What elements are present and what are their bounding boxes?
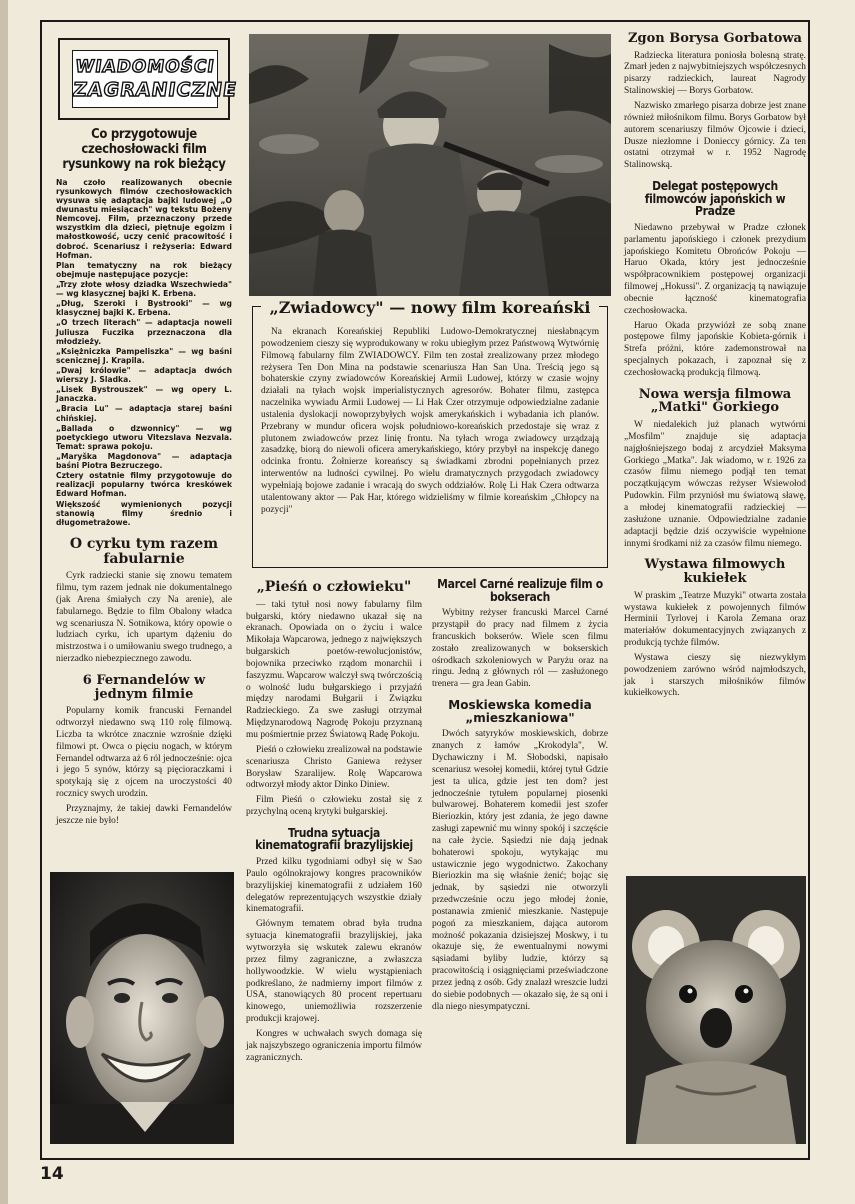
column-2 xyxy=(246,576,422,1067)
photo-fernandel xyxy=(50,872,234,1144)
paragraph: Kongres w uchwałach swych domaga się jak najszybszego ograniczenia importu filmów zagranicznych. xyxy=(246,1028,422,1063)
article-title-fernandel: 6 Fernandelów w jednym filmie xyxy=(82,672,206,702)
paragraph: „Trzy złote włosy dziadka Wszechwieda" — wg klasycznej bajki K. Erbena. xyxy=(56,280,232,299)
paragraph: Niedawno przebywał w Pradze członek parlamentu japońskiego i członek prezydium japońskiego Komitetu Obrońców Pokoju — Haruo Okada, który jest jednocześnie współpracownikiem postępowej organizacji filmowej „Hokussi". Z organizacją tą nawiązuje obecnie łączność kinematografia czechosłowacka. xyxy=(624,222,806,316)
paragraph: Na ekranach Koreańskiej Republiki Ludowo-Demokratycznej niesłabnącym powodzeniem cieszy się wyprodukowany w roku ubiegłym przez Państwową Wytwórnię Filmową fabularny film ZWIADOWCY. Film ten został zrealizowany przez młodego reżysera Ten Don Mina na podstawie scenariusza Han San Una. Treścią jego są bohaterskie czyny zwiadowców Koreańskiej Armii Ludowej, którzy w czasie wojny działali na tyłach wojsk imperialistycznych agresorów. Bohater filmu, zastępca naczelnika wywiadu Armii Ludowej — Li Hak Czer otrzymuje odpowiedzialne zadanie ustalenia dyslokacji nowoprzybyłych wojsk amerykańskich i wybadania ich planów. Przebrany w mundur oficera wojsk południowo-koreańskich przedostaje się wraz z plutonem zwiadowców przez linię frontu. Na tyłach wroga zwiadowcy urządzają zasadzkę, biorą do niewoli oficera amerykańskiego, który przybył na inspekcję danego odcinka frontu. Żołnierze koreańscy są świadkami zbrodni popełnianych przez interwentów na ludności cywilnej. Po wielu dramatycznych przygodach zwiadowcy wypełniają bojowe zadanie i wracają do swych oddziałów. Rolę Li Hak Czera odtwarza utalentowany aktor — Pak Har, którego widzieliśmy w filmie koreańskim „Chłopcy na pozycji" xyxy=(261,327,599,515)
article-body-matka xyxy=(624,420,806,550)
article-body-piesn xyxy=(246,600,422,819)
paragraph: W praskim „Teatrze Muzyki" otwarta została wystawa kukiełek z powojennych filmów Herminii Tyrlovej i Karola Zemana oraz materiałów dokumentacyjnych związanych z produkcją tychże filmów. xyxy=(624,590,806,649)
paragraph: Radziecka literatura poniosła bolesną stratę. Zmarł jeden z najwybitniejszych współczesnych pisarzy radzieckich, laureat Nagrody Stalinowskiej — Borys Gorbatow. xyxy=(624,50,806,97)
logo-line-2: ZAGRANICZNE xyxy=(71,79,239,101)
paragraph: Film Pieśń o człowieku został się z przychylną oceną krytyki bułgarskiej. xyxy=(246,795,422,818)
paragraph: „Lisek Bystrouszek" — wg opery L. Janaczka. xyxy=(56,385,232,404)
article-title-czech-animation: Co przygotowuje czechosłowacki film rysunkowy na rok bieżący xyxy=(62,127,226,172)
column-4 xyxy=(624,32,806,703)
fernandel-portrait-image xyxy=(50,872,234,1144)
article-body-circus xyxy=(56,571,232,666)
paragraph: „Dług, Szeroki i Bystrooki" — wg klasycznej bajki K. Erbena. xyxy=(56,299,232,318)
article-body-fernandel xyxy=(56,706,232,827)
paragraph: „Bracia Lu" — adaptacja starej baśni chińskiej. xyxy=(56,404,232,423)
article-title-japanese-delegate: Delegat postępowych filmowców japońskich w Pradze xyxy=(644,179,786,219)
paragraph: Dwóch satyryków moskiewskich, dobrze znanych z łamów „Krokodyla", W. Dychawiczny i M. Słobodski, napisało scenariusz wesołej komedii, której tytuł Gdzie jest ta ulica, gdzie jest ten dom? jest jednocześnie tytułem popularnej piosenki bulwarowej. Bohaterem komedii jest szofer Bieriozkin, który jest zdania, że jego dawne zasługi zapewnić mu winny spokój i szczęście na całe życie. Sąsiedzi nie dają jednak bohaterowi spokoju, wytykając mu ustawicznie jego wygodnictwo. Zakochany Bieriozkin ma się właśnie żenić; bojąc się jednak, by sąsiedzi nie otworzyli przedwcześnie oczu jego młodej żonie, postanawia zmienić mieszkanie. Następuje pogoń za mieszkaniem, dająca autorom możność pokazania dzisiejszej Moskwy, i tu okazuje się, że ewentualnymi nowymi sąsiadami byliby ludzie, którzy są pracowitością i osiągnięciami przeświadczone przez jedną z osób. Gdy znalazł wreszcie ludzi do siebie podobnych — okazało się, że są oni i dla niego niesympatyczni. xyxy=(432,729,608,1012)
article-body-brazil xyxy=(246,857,422,1064)
article-title-brazil: Trudna sytuacja kinematografii brazylijskiej xyxy=(255,825,413,853)
section-logo xyxy=(58,38,239,120)
photo-puppet-koala xyxy=(626,876,806,1144)
column-1 xyxy=(56,128,232,831)
paragraph: „Maryška Magdonova" — adaptacja baśni Piotra Bezruczego. xyxy=(56,451,232,471)
paragraph: Pieśń o człowieku zrealizował na podstawie scenariusza Christo Ganiewa reżyser Borysław Szaralijew. Rolę Wapcarowa odtworzył młody aktor Dinko Diniew. xyxy=(246,744,422,791)
paragraph: Plan tematyczny na rok bieżący obejmuje następujące pozycje: xyxy=(56,260,232,279)
column-3 xyxy=(432,576,608,1017)
paragraph: Wybitny reżyser francuski Marcel Carné przystąpił do pracy nad filmem z życia francuskich bokserów. Wiele scen filmu zostało zrealizowanych w bokserskich ośrodkach szkoleniowych w Paryżu oraz na ringu. Jedną z głównych ról — zasłużonego trenera — gra Jean Gabin. xyxy=(432,608,608,690)
article-body-zwiadowcy xyxy=(261,327,599,517)
paragraph: Głównym tematem obrad była trudna sytuacja kinematografii brazylijskiej, jaka wytworzyła się wskutek zalewu ekranów przez filmy zagraniczne, a zwłaszcza hollywoodzkie. W wielu wystąpieniach podkreślano, że nadmierny import filmów z USA, stanowiących 80 procent repertuaru kinowego, uniemożliwia rozszerzenie produkcji krajowej. xyxy=(246,919,422,1025)
paragraph: „Ballada o dzwonnicy" — wg poetyckiego utworu Vitezslava Nezvala. Temat: sprawa pokoju. xyxy=(56,423,232,451)
article-body-czech-animation xyxy=(56,178,232,527)
paragraph: Haruo Okada przywiózł ze sobą znane postępowe filmy japońskie Kobieta-górnik i Strefa próżni, które zademonstrował na specjalnych pokazach, i zapoznał się z czechosłowacką produkcją filmową. xyxy=(624,320,806,378)
page-gutter xyxy=(0,0,8,1204)
boxed-article-zwiadowcy xyxy=(252,298,608,568)
article-body-carne xyxy=(432,608,608,691)
photo-zwiadowcy-scene xyxy=(249,34,611,296)
paragraph: Cyrk radziecki stanie się znowu tematem filmu, tym razem jednak nie dokumentalnego (jak Arena śmiałych czy Na arenie), ale fabularnego. Będzie to film Obalony władca wg scenariusza N. Sotnikowa, który opowie o ludziach cyrku, ich upartym dążeniu do mistrzostwa i o umiłowaniu swego trudnego, a nierzadko niebezpiecznego zawodu. xyxy=(56,571,232,665)
article-title-moscow-comedy: Moskiewska komedia „mieszkaniowa" xyxy=(448,698,592,725)
article-title-matka: Nowa wersja filmowa „Matki" Gorkiego xyxy=(638,386,792,416)
article-title-circus: O cyrku tym razem fabularnie xyxy=(69,535,219,567)
paragraph: Popularny komik francuski Fernandel odtworzył niedawno swą 110 rolę filmową. Liczba ta wkrótce znacznie wzrośnie dzięki filmowi pt. Owca o pięciu nogach, w którym Fernandel odtwarza aż 6 ról jednocześnie: ojca i jego 5 synów, którzy są pięcioraczkami i spotykają się z ojcem na uroczystości 40 rocznicy swych urodzin. xyxy=(56,706,232,800)
paragraph: „Dwaj królowie" — adaptacja dwóch wierszy J. Sladka. xyxy=(56,366,232,385)
paragraph: „O trzech literach" — adaptacja noweli Juliusza Fuczika przeznaczona dla młodzieży. xyxy=(56,318,232,346)
paragraph: Wystawa cieszy się niezwykłym powodzeniem zarówno wśród najmłodszych, jak i starszych miłośników filmów kukiełkowych. xyxy=(624,652,806,699)
puppet-koala-image xyxy=(626,876,806,1144)
logo-line-1: WIADOMOŚCI xyxy=(73,57,217,77)
article-title-puppets: Wystawa filmowych kukiełek xyxy=(644,557,786,587)
article-title-carne: Marcel Carné realizuje film o bokserach xyxy=(437,577,603,604)
page-number: 14 xyxy=(40,1164,64,1184)
paragraph: Cztery ostatnie filmy przygotowuje do realizacji popularny twórca kreskówek Edward Hofman. xyxy=(56,471,232,499)
article-title-piesn: „Pieśń o człowieku" xyxy=(256,579,412,595)
paragraph: Przyznajmy, że takiej dawki Fernandelów jeszcze nie było! xyxy=(56,804,232,826)
paragraph: W niedalekich już planach wytwórni „Mosfilm" znajduje się adaptacja najgłośniejszego bodaj z arcydzieł Maksyma Gorkiego „Matka". Jak wiadomo, w r. 1926 za czasów filmu niemego podjął ten temat początkującym wówczas reżyser Wsiewołod Pudowkin. Film przyniósł mu światową sławę, a młodej kinematografii radzieckiej — zasłużone uznanie. Odpowiedzialne zadanie adaptacji będzie dziś oczywiście wypełnione innymi środkami niż za czasów filmu niemego. xyxy=(624,420,806,549)
article-body-gorbatow xyxy=(624,51,806,172)
paragraph: Większość wymienionych pozycji stanowią filmy średnio i długometrażowe. xyxy=(56,499,232,527)
article-title-gorbatow: Zgon Borysa Gorbatowa xyxy=(628,31,802,46)
paragraph: Przed kilku tygodniami odbył się w Sao Paulo ogólnokrajowy kongres pracowników brazylijskiej kinematografii z udziałem 160 delegatów reprezentujących wszystkie działy kinematografii. xyxy=(246,857,422,915)
article-body-japanese-delegate xyxy=(624,223,806,380)
paragraph: Nazwisko zmarłego pisarza dobrze jest znane również miłośnikom filmu. Borys Gorbatow był autorem scenariuszy filmów Ojcowie i dzieci, Dusze niezłomne i Donieccy górnicy. Za ten ostatni otrzymał w r. 1952 Nagrodę Stalinowską. xyxy=(624,101,806,171)
paragraph: Na czoło realizowanych obecnie rysunkowych filmów czechosłowackich wysuwa się adaptacja bajki ludowej „O dwunastu miesiącach" wg tekstu Bożeny Nemcovej. Film, przeznaczony przede wszystkim dla dzieci, piętnuje egoizm i małostkowość, uczy cenić pracowitość i dobroć. Scenariusz i reżyseria: Edward Hofman. xyxy=(56,177,232,260)
article-body-puppets xyxy=(624,591,806,701)
article-title-zwiadowcy: „Zwiadowcy" — nowy film koreański xyxy=(261,298,599,317)
logo-box xyxy=(71,50,239,108)
paragraph: — taki tytuł nosi nowy fabularny film bułgarski, który niedawno ukazał się na ekranach. Opowiada on o życiu i walce Mikołaja Wapcarowa, jednego z największych bułgarskich poetów-rewolucjonistów, bojownika przeciwko rządom monarchii i faszyzmu. Wapcarow walczył swą twórczością o wolność ludu bułgarskiego i przyjaźń między narodami Bułgarii i Związku Radzieckiego. Za swe zasługi otrzymał Międzynarodową Nagrodę Pokoju przyznaną mu pośmiertnie przez Światową Radę Pokoju. xyxy=(246,599,422,740)
article-body-moscow-comedy xyxy=(432,729,608,1013)
koreans-in-jungle-image xyxy=(249,34,611,296)
paragraph: „Księżniczka Pampeliszka" — wg baśni scenicznej J. Krapila. xyxy=(56,346,232,365)
